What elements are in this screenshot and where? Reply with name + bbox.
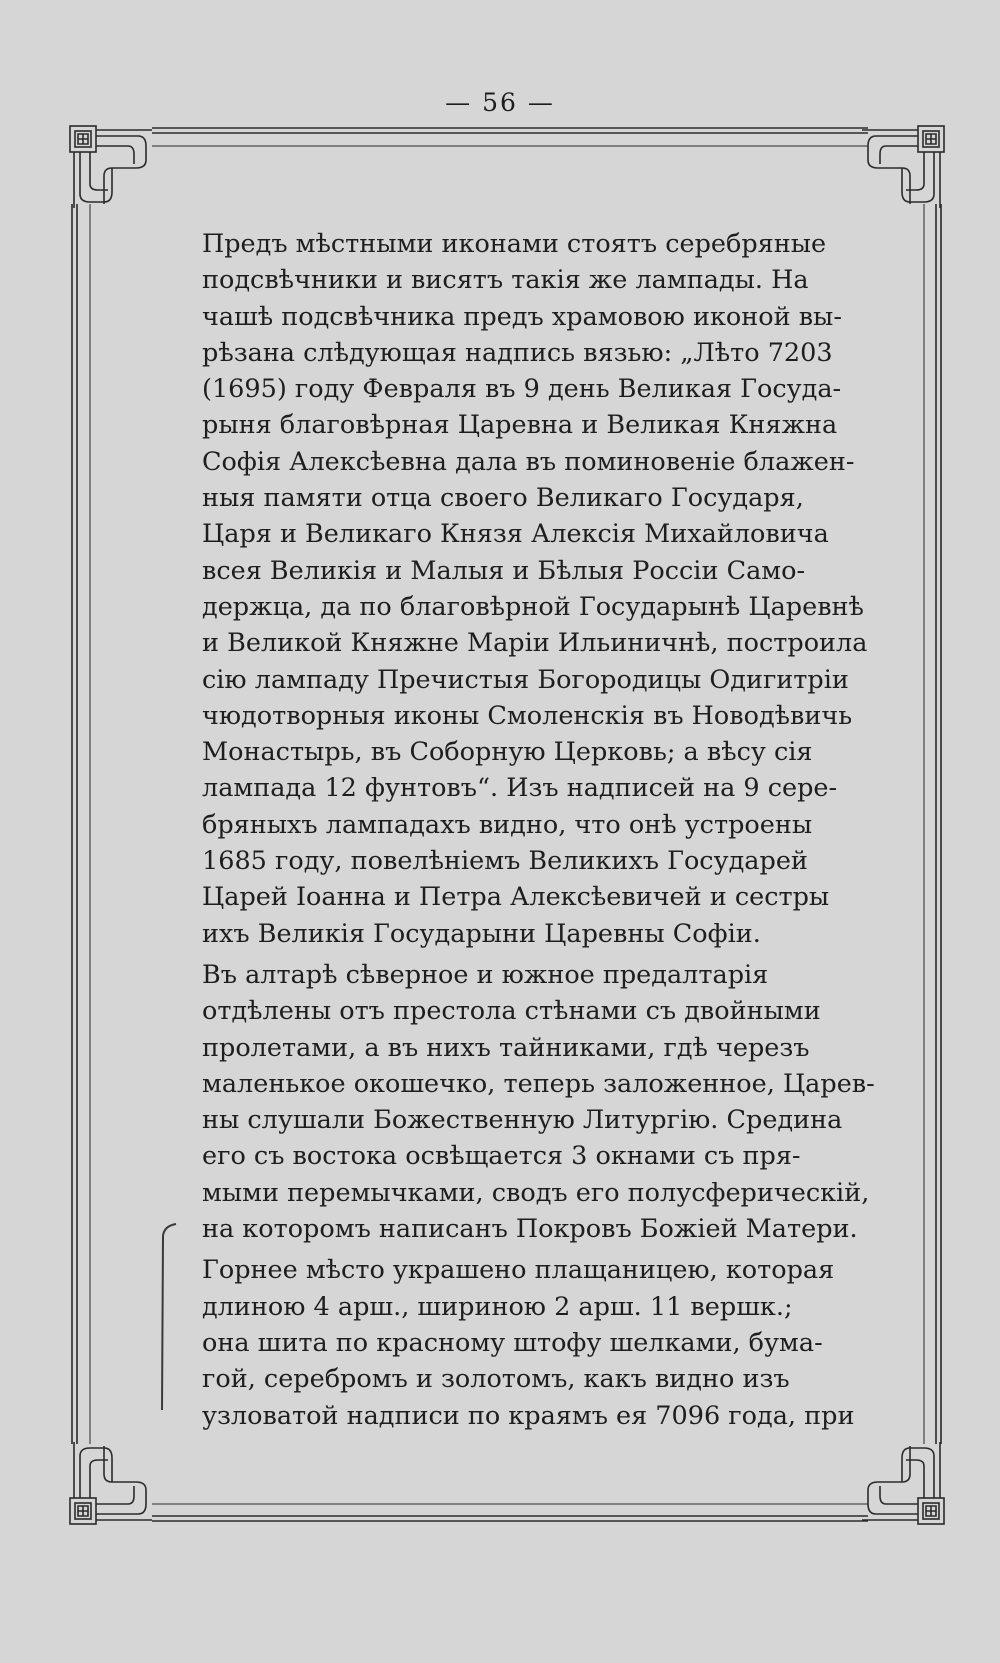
text-line: бряныхъ лампадахъ видно, что онѣ устроены [202, 809, 813, 840]
text-line: лампада 12 фунтовъ“. Изъ надписей на 9 сере- [202, 773, 838, 804]
text-line: ны слушали Божественную Литургію. Средина [202, 1105, 843, 1136]
text-line: (1695) году Февраля въ 9 день Великая Госуда- [202, 374, 842, 405]
text-line: она шита по красному штофу шелками, бума- [202, 1327, 823, 1358]
text-line: отдѣлены отъ престола стѣнами съ двойными [202, 996, 821, 1027]
paragraph-3 [168, 1252, 855, 1433]
text-line: пролетами, а въ нихъ тайниками, гдѣ черезъ [202, 1032, 810, 1063]
text-line: сію лампаду Пречистыя Богородицы Одигитріи [202, 664, 849, 695]
text-line: подсвѣчники и висятъ такія же лампады. На [202, 265, 809, 296]
text-line: ихъ Великія Государыни Царевны Софіи. [202, 918, 761, 949]
text-line: Горнее мѣсто украшено плащаницею, которая [202, 1255, 835, 1286]
paragraph-2 [168, 957, 875, 1247]
text-line: Царей Іоанна и Петра Алексѣевичей и сестры [202, 882, 830, 913]
text-line: и Великой Княжне Маріи Ильиничнѣ, построила [202, 628, 868, 659]
text-line: чюдотворныя иконы Смоленскія въ Новодѣвичь [202, 700, 853, 731]
text-line: рыня благовѣрная Царевна и Великая Княжна [202, 410, 838, 441]
text-line: длиною 4 арш., шириною 2 арш. 11 вершк.; [202, 1291, 793, 1322]
text-line: гой, серебромъ и золотомъ, какъ видно изъ [202, 1364, 790, 1395]
text-line: на которомъ написанъ Покровъ Божіей Матери. [202, 1214, 858, 1245]
text-line: маленькое окошечко, теперь заложенное, Царев- [202, 1068, 875, 1099]
page-number: — 56 — [445, 88, 555, 117]
body-text [168, 226, 875, 1434]
text-line: Монастырь, въ Соборную Церковь; а вѣсу сія [202, 737, 813, 768]
corner-ornament-top-right [862, 126, 944, 208]
text-line: Предъ мѣстными иконами стоятъ серебряные [202, 229, 827, 259]
text-line: мыми перемычками, сводъ его полусферическій, [202, 1177, 870, 1208]
text-line: его съ востока освѣщается 3 окнами съ пря- [202, 1141, 801, 1172]
text-line: Царя и Великаго Князя Алексія Михайловича [202, 519, 829, 550]
text-line: 1685 году, повелѣніемъ Великихъ Государей [202, 846, 808, 877]
text-line: Въ алтарѣ сѣверное и южное предалтарія [202, 959, 769, 990]
paragraph-1 [168, 226, 868, 952]
corner-ornament-bottom-right [862, 1442, 944, 1524]
corner-ornament-top-left [70, 126, 152, 208]
corner-ornament-bottom-left [70, 1442, 152, 1524]
text-line: всея Великія и Малыя и Бѣлыя Россіи Само- [202, 555, 806, 586]
text-line: держца, да по благовѣрной Государынѣ Царевнѣ [202, 591, 864, 622]
text-line: ныя памяти отца своего Великаго Государя, [202, 483, 804, 514]
text-line: чашѣ подсвѣчника предъ храмовою иконой вы- [202, 301, 842, 332]
text-line: рѣзана слѣдующая надпись вязью: „Лѣто 7203 [202, 337, 833, 368]
text-line: Софія Алексѣевна дала въ поминовеніе блажен- [202, 446, 855, 477]
text-line: узловатой надписи по краямъ ея 7096 года, при [202, 1400, 855, 1431]
pencil-margin-bracket-icon [158, 1222, 178, 1412]
